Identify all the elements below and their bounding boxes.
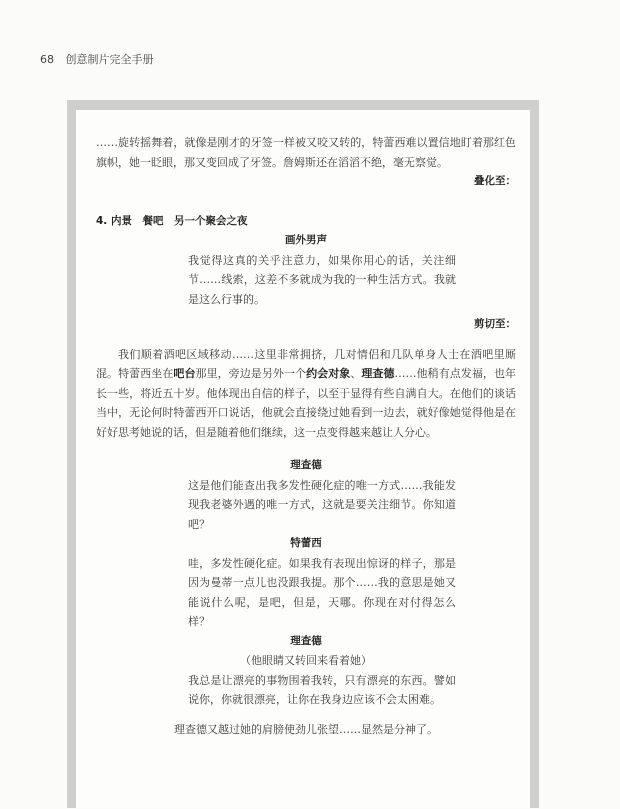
action-text-3: 、: [350, 367, 362, 380]
page-header: [40, 51, 154, 67]
character-tracy: 特蕾西: [290, 537, 322, 549]
dialogue-tracy: 哇，多发性硬化症。如果我有表现出惊讶的样子，那是因为曼蒂一点儿也没跟我提。那个……我的意思是她又能说什么呢，是吧，但是，天哪。你现在对付得怎么样？: [188, 556, 456, 628]
character-richard: 理查德: [290, 459, 322, 471]
character-vo: 画外男声: [285, 234, 327, 246]
book-title: 创意制片完全手册: [65, 53, 154, 66]
transition-cut: 剪切至：: [474, 318, 516, 330]
scene-heading: 4. 内景 餐吧 另一个聚会之夜: [96, 214, 248, 227]
dialogue-richard-2: 我总是让漂亮的事物围着我转，只有漂亮的东西。譬如说你，你就很漂亮，让你在我身边应该不会太困难。: [188, 673, 456, 706]
script-excerpt-frame: [67, 100, 539, 808]
page-number: 68: [40, 53, 54, 66]
action-bold-bar: 吧台: [173, 367, 196, 380]
parenthetical-richard: （他眼睛又转回来看着她）: [240, 654, 372, 667]
action-paragraph: [96, 345, 516, 443]
script-content: [96, 133, 516, 739]
dialogue-richard-1: 这是他们能查出我多发性硬化症的唯一方式……我能发现我老婆外遇的唯一方式，这就是要关注细节。你知道吧？: [188, 478, 456, 531]
character-richard-2: 理查德: [290, 634, 322, 647]
transition-dissolve: 叠化至：: [474, 175, 516, 187]
closing-action: 理查德又越过她的肩膀使劲儿张望……显然是分神了。: [174, 722, 438, 736]
action-text-1: 我们顺着酒吧区域移动……这里非常拥挤，几对情侣和几队单身人士在酒吧里厮混。特蕾西坐在: [96, 347, 516, 380]
dialogue-vo: 我觉得这真的关乎注意力，如果你用心的话，关注细节……线索，这差不多就成为我的一种生活方式。我就是这么行事的。: [188, 253, 456, 306]
action-bold-richard: 理查德: [361, 367, 395, 380]
action-bold-date: 约会对象: [306, 367, 351, 380]
action-text-2: 那里，旁边是另外一个: [195, 367, 307, 380]
action-text-4: ……他稍有点发福，也年长一些，将近五十岁。他体现出自信的样子，以至于显得有些自满自大。在他们的谈话当中，无论何时特蕾西开口说话，他就会直接绕过她看到一边去，就好像她觉得他是在好好思考她说的话，但是随着他们继续，这一点变得越来越让人分心。: [96, 367, 517, 439]
intro-action: ……旋转摇舞着，就像是刚才的牙签一样被又咬又转的，特蕾西难以置信地盯着那红色旗帜，她一眨眼，那又变回成了牙签。詹姆斯还在滔滔不绝，毫无察觉。: [96, 136, 516, 169]
